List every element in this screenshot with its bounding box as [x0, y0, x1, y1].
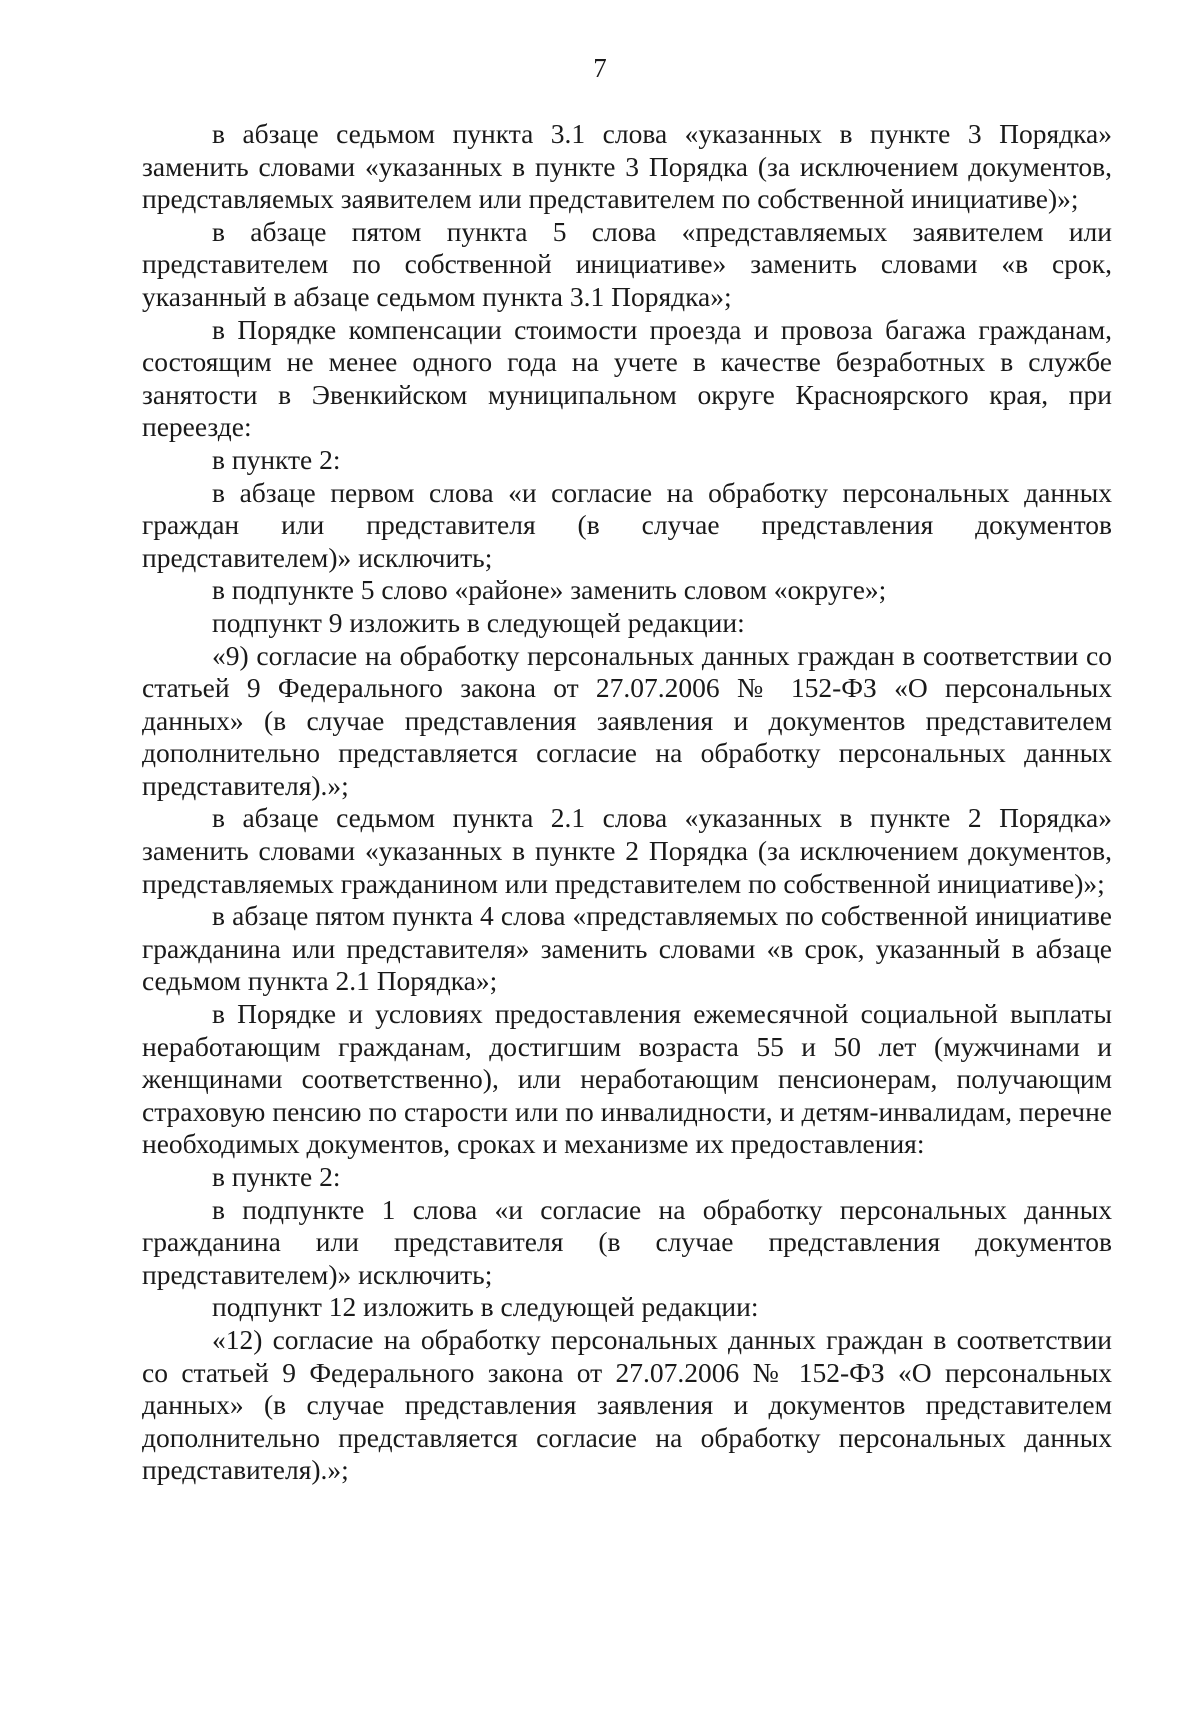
- paragraph-3: в Порядке компенсации стоимости проезда и провоза багажа гражданам, состоящим не менее одного года на учете в качестве безработных в службе занятости в Эвенкийском муниципальном округе Красноярского края, при переезде:: [142, 313, 1112, 443]
- paragraph-11: в Порядке и условиях предоставления ежемесячной социальной выплаты неработающим гражданам, достигшим возраста 55 и 50 лет (мужчинами и женщинами соответственно), или неработающим пенсионерам, получающим страховую пенсию по старости или по инвалидности, и детям-инвалидам, перечне необходимых документов, сроках и механизме их предоставления:: [142, 998, 1112, 1160]
- paragraph-7: подпункт 9 изложить в следующей редакции:: [212, 606, 745, 638]
- paragraph-1: в абзаце седьмом пункта 3.1 слова «указанных в пункте 3 Порядка» заменить словами «указанных в пункте 3 Порядка (за исключением документов, представляемых заявителем или представителем по собственной инициативе)»;: [142, 118, 1112, 215]
- paragraph-13: в подпункте 1 слова «и согласие на обработку персональных данных гражданина или представителя (в случае представления документов представителем)» исключить;: [142, 1193, 1112, 1290]
- paragraph-10: в абзаце пятом пункта 4 слова «представляемых по собственной инициативе гражданина или представителя» заменить словами «в срок, указанный в абзаце седьмом пункта 2.1 Порядка»;: [142, 900, 1112, 997]
- paragraph-9: в абзаце седьмом пункта 2.1 слова «указанных в пункте 2 Порядка» заменить словами «указанных в пункте 2 Порядка (за исключением документов, представляемых гражданином или представителем по собственной инициативе)»;: [142, 802, 1112, 899]
- paragraph-12: в пункте 2:: [212, 1161, 341, 1192]
- paragraph-2: в абзаце пятом пункта 5 слова «представляемых заявителем или представителем по собственной инициативе» заменить словами «в срок, указанный в абзаце седьмом пункта 3.1 Порядка»;: [142, 215, 1112, 312]
- paragraph-14: подпункт 12 изложить в следующей редакции:: [212, 1291, 759, 1323]
- paragraph-8: «9) согласие на обработку персональных данных граждан в соответствии со статьей 9 Федерального закона от 27.07.2006 № 152-ФЗ «О персональных данных» (в случае представления заявления и документов представителем дополнительно представляется согласие на обработку персональных данных представителя).»;: [142, 639, 1112, 801]
- paragraph-6: в подпункте 5 слово «районе» заменить словом «округе»;: [212, 574, 887, 606]
- paragraph-4: в пункте 2:: [212, 443, 341, 475]
- paragraph-5: в абзаце первом слова «и согласие на обработку персональных данных граждан или представителя (в случае представления документов представителем)» исключить;: [142, 476, 1112, 573]
- page-number: 7: [593, 53, 607, 83]
- document-body: [142, 118, 1112, 1487]
- paragraph-15: «12) согласие на обработку персональных данных граждан в соответствии со статьей 9 Федерального закона от 27.07.2006 № 152-ФЗ «О персональных данных» (в случае представления заявления и документов представителем дополнительно представляется согласие на обработку персональных данных представителя).»;: [142, 1323, 1112, 1486]
